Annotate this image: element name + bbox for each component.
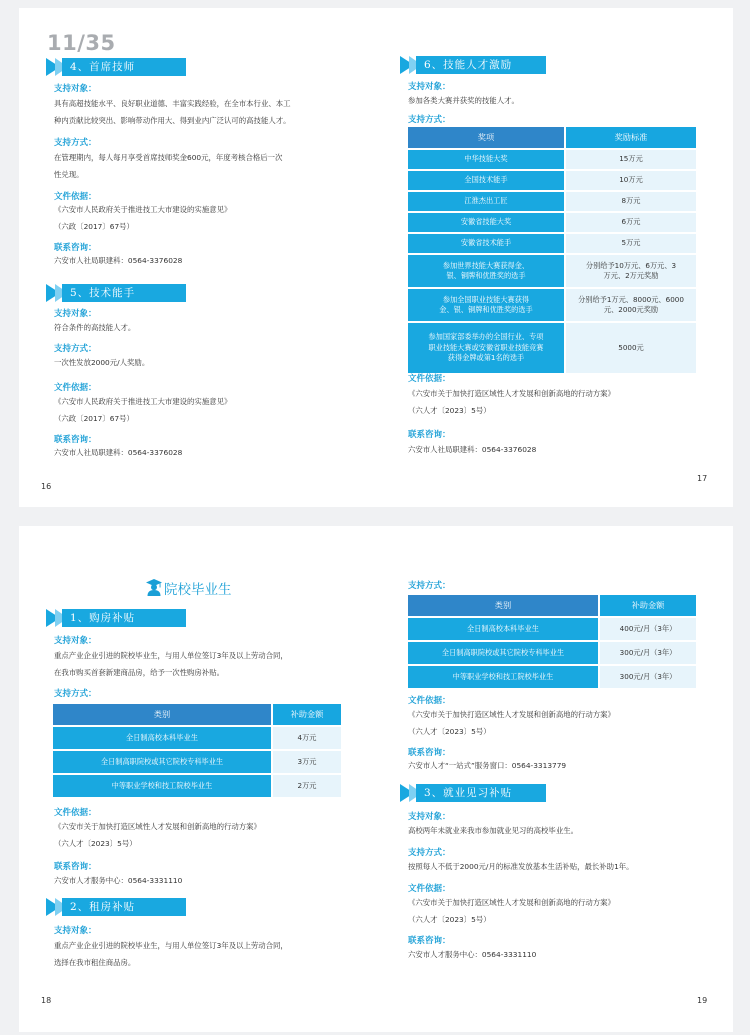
award-name: 安徽省技能大奖 xyxy=(408,213,564,232)
contact-text: 六安市人才服务中心：0564-3331110 xyxy=(54,876,183,885)
section-title: 5、技术能手 xyxy=(62,284,186,302)
table-header: 类别 xyxy=(53,704,271,725)
section-title: 6、技能人才激励 xyxy=(416,56,546,74)
method-label: 支持方式： xyxy=(54,689,97,699)
page-number: 19 xyxy=(697,996,708,1005)
text-line: 《六安市人民政府关于推进技工大市建设的实施意见》 xyxy=(54,397,232,406)
target-label: 支持对象： xyxy=(54,636,97,646)
basis-label: 文件依据： xyxy=(408,696,451,706)
amount: 300元/月（3年） xyxy=(600,642,696,664)
text-line: 《六安市关于加快打造区域性人才发展和创新高地的行动方案》 xyxy=(408,389,615,398)
target-label: 支持对象： xyxy=(408,82,451,92)
target-text xyxy=(54,937,288,971)
table-row xyxy=(408,666,696,688)
basis-text xyxy=(408,385,615,419)
table-row xyxy=(408,234,696,253)
page-16 xyxy=(19,8,364,507)
award-amount: 5000元 xyxy=(566,323,696,373)
target-label: 支持对象： xyxy=(408,812,451,822)
target-label: 支持对象： xyxy=(54,309,97,319)
page-18 xyxy=(19,526,364,1032)
chapter-title: 院校毕业生 xyxy=(164,582,232,598)
text-line: 性兑现。 xyxy=(54,170,84,179)
basis-label: 文件依据： xyxy=(408,374,451,384)
page-number: 18 xyxy=(41,996,52,1005)
rent-subsidy-table xyxy=(406,593,698,690)
award-name: 全国技术能手 xyxy=(408,171,564,190)
spread-pages-16-17 xyxy=(19,8,733,507)
contact-label: 联系咨询： xyxy=(408,430,451,440)
page-indicator: 11/35 xyxy=(47,31,116,55)
method-text: 按照每人不低于2000元/月的标准发放基本生活补贴，最长补助1年。 xyxy=(408,862,634,871)
text-line: （六人才〔2023〕5号） xyxy=(54,839,137,848)
text-line: （六政〔2017〕67号） xyxy=(54,414,134,423)
method-label: 支持方式： xyxy=(408,848,451,858)
section-heading-housing-purchase xyxy=(46,609,186,627)
table-header-row xyxy=(408,595,696,616)
target-text xyxy=(54,95,291,129)
section-heading-technical-expert xyxy=(46,284,186,302)
amount: 2万元 xyxy=(273,775,341,797)
method-label: 支持方式： xyxy=(54,344,97,354)
category: 全日制高职院校或其它院校专科毕业生 xyxy=(408,642,598,664)
table-row xyxy=(408,255,696,287)
amount: 3万元 xyxy=(273,751,341,773)
housing-purchase-table xyxy=(51,702,343,799)
basis-text xyxy=(54,201,231,235)
contact-label: 联系咨询： xyxy=(54,435,97,445)
basis-label: 文件依据： xyxy=(54,808,97,818)
text-line: 在我市购买首套新建商品房，给予一次性购房补贴。 xyxy=(54,668,224,677)
text-line: （六人才〔2023〕5号） xyxy=(408,406,491,415)
table-row xyxy=(408,642,696,664)
text-line: 选择在我市租住商品房。 xyxy=(54,958,136,967)
category: 全日制高校本科毕业生 xyxy=(408,618,598,640)
spread-pages-18-19 xyxy=(19,526,733,1032)
text-line: 在管理期内，每人每月享受首席技师奖金600元，年度考核合格后一次 xyxy=(54,153,283,162)
basis-text xyxy=(408,706,615,740)
table-row xyxy=(53,775,341,797)
award-name: 中华技能大奖 xyxy=(408,150,564,169)
page-17 xyxy=(389,8,734,507)
section-heading-internship-subsidy xyxy=(400,784,560,802)
contact-label: 联系咨询： xyxy=(408,936,451,946)
award-name: 江淮杰出工匠 xyxy=(408,192,564,211)
amount: 300元/月（3年） xyxy=(600,666,696,688)
contact-label: 联系咨询： xyxy=(408,748,451,758)
method-text xyxy=(54,149,282,183)
award-table xyxy=(406,125,698,375)
table-header-row xyxy=(53,704,341,725)
basis-label: 文件依据： xyxy=(408,884,451,894)
award-name: 参加世界技能大赛获得金、 银、铜牌和优胜奖的选手 xyxy=(408,255,564,287)
table-header: 奖项 xyxy=(408,127,564,148)
contact-text: 六安市人才“一站式”服务窗口：0564-3313779 xyxy=(408,761,567,770)
target-text: 符合条件的高技能人才。 xyxy=(54,323,136,332)
method-label: 支持方式： xyxy=(408,581,451,591)
text-line: 具有高超技能水平、良好职业道德、丰富实践经验，在全市本行业、本工 xyxy=(54,99,291,108)
text-line: 重点产业企业引进的院校毕业生，与用人单位签订3年及以上劳动合同， xyxy=(54,651,288,660)
table-header: 奖励标准 xyxy=(566,127,696,148)
target-text xyxy=(54,647,288,681)
table-row xyxy=(408,289,696,321)
method-label: 支持方式： xyxy=(408,115,451,125)
award-amount: 分别给予10万元、6万元、3 万元、2万元奖励 xyxy=(566,255,696,287)
method-text: 一次性发放2000元/人奖励。 xyxy=(54,358,150,367)
text-line: 重点产业企业引进的院校毕业生，与用人单位签订3年及以上劳动合同， xyxy=(54,941,288,950)
category: 全日制高职院校或其它院校专科毕业生 xyxy=(53,751,271,773)
basis-text xyxy=(408,894,615,928)
contact-text: 六安市人才服务中心：0564-3331110 xyxy=(408,950,537,959)
basis-text xyxy=(54,393,231,427)
award-amount: 15万元 xyxy=(566,150,696,169)
award-amount: 6万元 xyxy=(566,213,696,232)
text-line: 《六安市关于加快打造区域性人才发展和创新高地的行动方案》 xyxy=(408,898,615,907)
table-row xyxy=(408,618,696,640)
page-number: 17 xyxy=(697,474,708,483)
target-text: 参加各类大赛并获奖的技能人才。 xyxy=(408,96,519,105)
amount: 400元/月（3年） xyxy=(600,618,696,640)
page-number: 16 xyxy=(41,482,52,491)
method-label: 支持方式： xyxy=(54,138,97,148)
table-header: 补助金额 xyxy=(600,595,696,616)
section-heading-chief-technician xyxy=(46,58,186,76)
award-amount: 8万元 xyxy=(566,192,696,211)
contact-label: 联系咨询： xyxy=(54,862,97,872)
category: 全日制高校本科毕业生 xyxy=(53,727,271,749)
award-amount: 5万元 xyxy=(566,234,696,253)
basis-text xyxy=(54,818,261,852)
graduate-icon xyxy=(146,579,162,596)
table-header-row xyxy=(408,127,696,148)
target-label: 支持对象： xyxy=(54,84,97,94)
contact-text: 六安市人社局职建科：0564-3376028 xyxy=(54,256,183,265)
table-row xyxy=(53,751,341,773)
basis-label: 文件依据： xyxy=(54,192,97,202)
text-line: （六人才〔2023〕5号） xyxy=(408,915,491,924)
text-line: （六人才〔2023〕5号） xyxy=(408,727,491,736)
table-row xyxy=(53,727,341,749)
text-line: （六政〔2017〕67号） xyxy=(54,222,134,231)
table-row xyxy=(408,213,696,232)
page-19 xyxy=(389,526,734,1032)
award-amount: 分别给予1万元、8000元、6000 元、2000元奖励 xyxy=(566,289,696,321)
text-line: 种内贡献比较突出、影响带动作用大、得到业内广泛认可的高技能人才。 xyxy=(54,116,291,125)
text-line: 《六安市关于加快打造区域性人才发展和创新高地的行动方案》 xyxy=(54,822,261,831)
table-row xyxy=(408,192,696,211)
category: 中等职业学校和技工院校毕业生 xyxy=(53,775,271,797)
section-title: 2、租房补贴 xyxy=(62,898,186,916)
section-title: 3、就业见习补贴 xyxy=(416,784,546,802)
award-name: 参加国家部委举办的全国行业、专项 职业技能大赛或安徽省职业技能竞赛 获得金牌或第1名的选手 xyxy=(408,323,564,373)
table-row xyxy=(408,323,696,373)
table-row xyxy=(408,171,696,190)
table-row xyxy=(408,150,696,169)
target-text: 高校两年未就业来我市参加就业见习的高校毕业生。 xyxy=(408,826,578,835)
text-line: 《六安市关于加快打造区域性人才发展和创新高地的行动方案》 xyxy=(408,710,615,719)
basis-label: 文件依据： xyxy=(54,383,97,393)
category: 中等职业学校和技工院校毕业生 xyxy=(408,666,598,688)
text-line: 《六安市人民政府关于推进技工大市建设的实施意见》 xyxy=(54,205,232,214)
table-header: 补助金额 xyxy=(273,704,341,725)
table-header: 类别 xyxy=(408,595,598,616)
section-title: 4、首席技师 xyxy=(62,58,186,76)
contact-text: 六安市人社局职建科：0564-3376028 xyxy=(408,445,537,454)
award-name: 参加全国职业技能大赛获得 金、银、铜牌和优胜奖的选手 xyxy=(408,289,564,321)
contact-text: 六安市人社局职建科：0564-3376028 xyxy=(54,448,183,457)
amount: 4万元 xyxy=(273,727,341,749)
award-name: 安徽省技术能手 xyxy=(408,234,564,253)
contact-label: 联系咨询： xyxy=(54,243,97,253)
award-amount: 10万元 xyxy=(566,171,696,190)
section-title: 1、购房补贴 xyxy=(62,609,186,627)
section-heading-skill-incentive xyxy=(400,56,560,74)
section-heading-rent-subsidy xyxy=(46,898,186,916)
target-label: 支持对象： xyxy=(54,926,97,936)
